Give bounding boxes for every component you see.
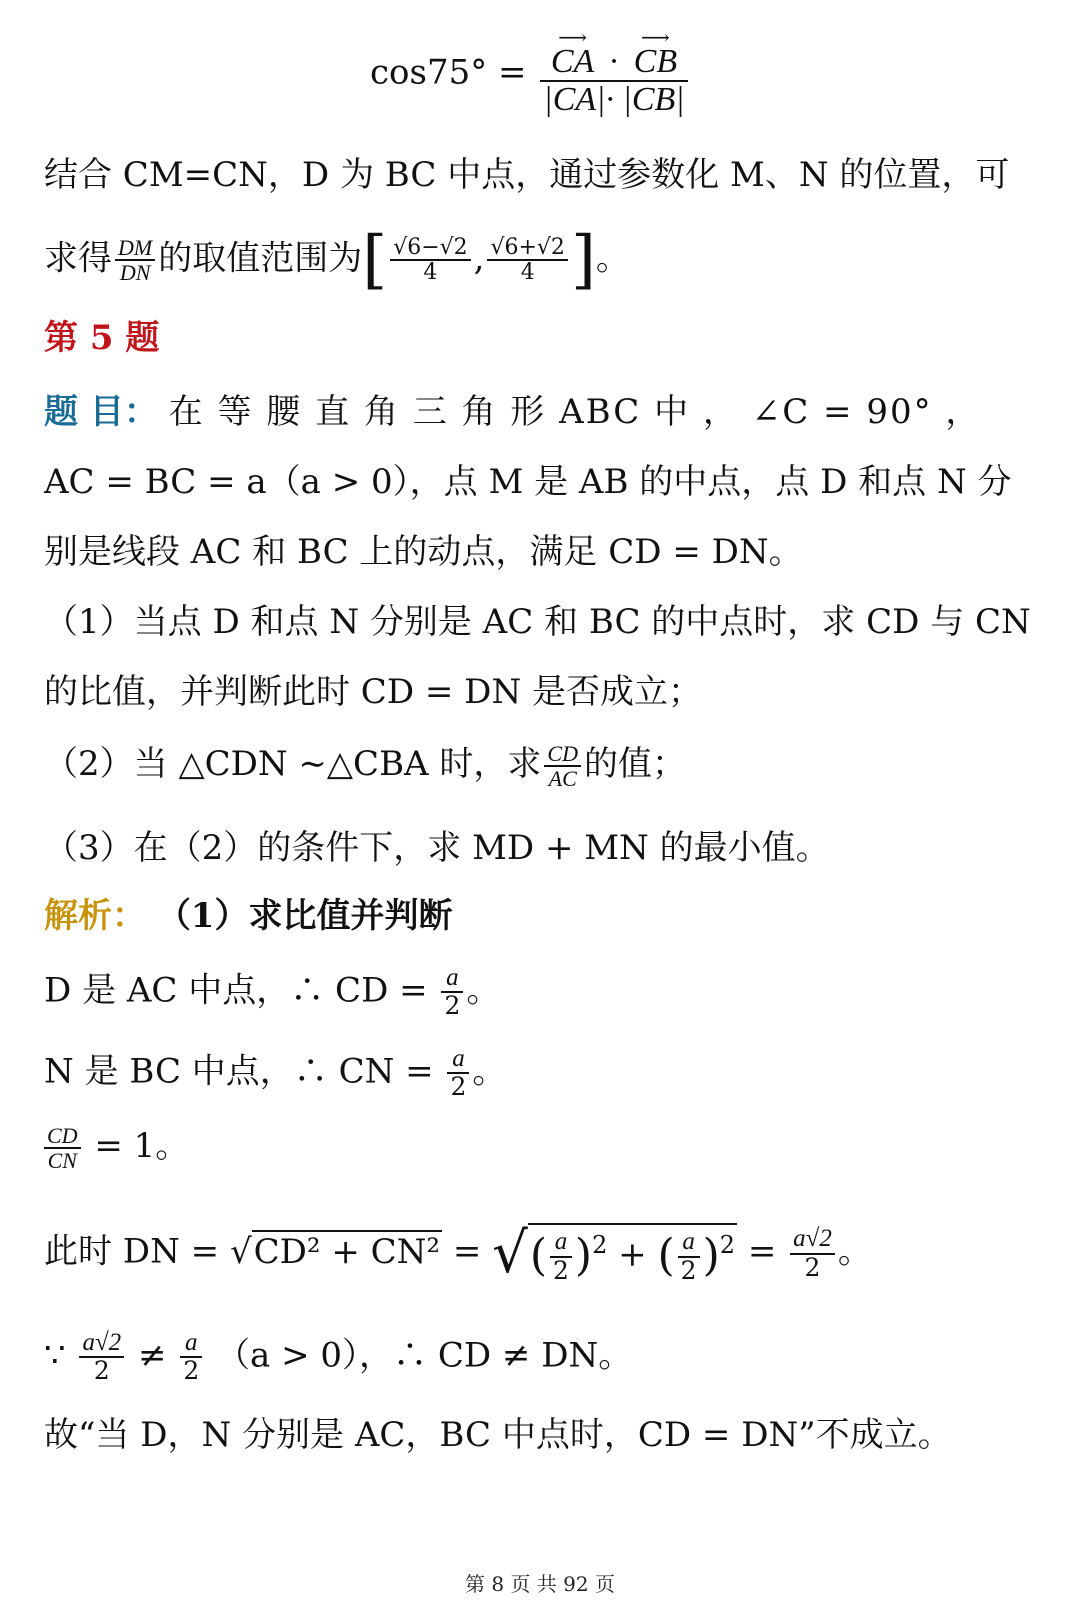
denominator: 2: [183, 1356, 200, 1386]
lower-bound-fraction: [390, 236, 470, 284]
denominator: 4: [520, 260, 535, 286]
cd-cn-fraction: [44, 1124, 81, 1172]
plus: +: [618, 1234, 647, 1275]
left-paren: (: [529, 1230, 547, 1282]
left-paren: (: [657, 1230, 675, 1282]
question-1-line2: 的比值，并判断此时 CD = DN 是否成立；: [44, 672, 703, 712]
text: （a > 0），∴ CD ≠ DN。: [216, 1335, 633, 1376]
numerator: a: [447, 1046, 469, 1074]
problem-line2: AC = BC = a（a > 0），点 M 是 AB 的中点，点 D 和点 N 分: [44, 462, 1012, 502]
vector-arrow-icon: ⟶: [641, 27, 670, 49]
a-over-2-fraction: [180, 1330, 202, 1385]
solution-conclusion: 故“当 D，N 分别是 AC，BC 中点时，CD = DN”不成立。: [44, 1415, 952, 1455]
numerator: CD: [44, 1124, 81, 1149]
text: 求得: [44, 238, 112, 279]
equals: =: [747, 1231, 777, 1272]
sqrt-icon: √: [229, 1231, 252, 1272]
numerator: a: [180, 1330, 202, 1358]
problem-text: 在 等 腰 直 角 三 角 形 ABC 中 ， ∠C = 90° ，: [168, 392, 982, 432]
numerator: CD: [544, 742, 581, 767]
result-fraction: [790, 1226, 835, 1281]
text: = 1。: [94, 1126, 190, 1167]
numerator: DM: [115, 236, 155, 261]
sqrt-icon: √: [492, 1221, 528, 1286]
a-root2-over-2-fraction: [79, 1330, 124, 1385]
sqrt-expression-2: [492, 1220, 737, 1287]
question-1-line1: （1）当点 D 和点 N 分别是 AC 和 BC 的中点时，求 CD 与 CN: [44, 602, 1031, 642]
numerator: a√2: [79, 1330, 124, 1358]
denominator: 2: [450, 1072, 467, 1102]
text: D 是 AC 中点，∴ CD =: [44, 970, 428, 1011]
numerator: a: [550, 1229, 572, 1257]
cos75-formula: [370, 27, 691, 118]
denominator: AC: [548, 766, 577, 792]
denominator: 4: [423, 260, 438, 286]
text: 的取值范围为: [158, 238, 363, 279]
solution-step-2: [44, 1046, 506, 1101]
numerator: a: [678, 1229, 700, 1257]
solution-step-5: [44, 1330, 632, 1385]
radicand: CD² + CN²: [253, 1231, 441, 1272]
vector-arrow-icon: ⟶: [558, 27, 587, 49]
denominator: 2: [804, 1252, 821, 1282]
text: 此时 DN =: [44, 1231, 220, 1272]
numerator: √6−√2: [390, 236, 470, 261]
a-over-2-fraction: [678, 1229, 700, 1284]
question-3: （3）在（2）的条件下，求 MD + MN 的最小值。: [44, 828, 830, 868]
a-over-2-fraction: [447, 1046, 469, 1101]
text: 的值；: [583, 744, 686, 785]
para1-line2: [44, 222, 630, 299]
dot-operator: ·: [608, 43, 620, 80]
right-paren: ): [702, 1230, 720, 1282]
problem-line3: 别是线段 AC 和 BC 上的动点，满足 CD = DN。: [44, 532, 803, 572]
solution-step-3: [44, 1124, 189, 1172]
right-paren: ): [574, 1230, 593, 1282]
numerator: a: [441, 965, 463, 993]
period: 。: [466, 970, 501, 1011]
denominator: 2: [93, 1356, 110, 1386]
text: （2）当 △CDN ∼△CBA 时，求: [44, 744, 542, 785]
dm-dn-fraction: [115, 236, 155, 284]
solution-step-4: [44, 1220, 872, 1287]
left-bracket: [: [362, 223, 388, 297]
denominator: 2: [553, 1255, 569, 1285]
comma: ,: [473, 238, 485, 279]
period: 。: [472, 1051, 507, 1092]
fraction-denominator: |CA|· |CB|: [543, 80, 685, 118]
fraction-numerator: [540, 27, 687, 82]
period: 。: [595, 238, 630, 279]
problem-line1: [44, 392, 981, 433]
cd-ac-fraction: [544, 742, 581, 790]
because-symbol: ∵: [44, 1335, 66, 1376]
denominator: CN: [47, 1148, 77, 1174]
problem-heading: 第 5 题: [44, 318, 160, 358]
solution-label: 解析：: [44, 896, 146, 936]
equals: =: [452, 1231, 482, 1272]
vector-ca: CA: [550, 43, 595, 80]
denominator: 2: [680, 1255, 697, 1285]
solution-subheading: （1）求比值并判断: [156, 896, 453, 936]
sqrt-expression: [230, 1232, 442, 1273]
solution-step-1: [44, 965, 500, 1020]
dot-product-fraction: [540, 27, 687, 118]
solution-heading: [44, 896, 452, 937]
exponent: 2: [719, 1231, 736, 1260]
vector-cb: CB: [633, 43, 678, 80]
exponent: 2: [592, 1231, 608, 1260]
problem-label: 题 目：: [44, 392, 158, 432]
numerator: a√2: [790, 1226, 835, 1254]
period: 。: [837, 1231, 872, 1272]
upper-bound-fraction: [487, 236, 567, 284]
question-2: [44, 742, 686, 790]
text: N 是 BC 中点，∴ CN =: [44, 1051, 434, 1092]
formula-eq: =: [498, 52, 527, 93]
a-over-2-fraction: [550, 1229, 572, 1284]
denominator: DN: [119, 260, 151, 286]
not-equal: ≠: [138, 1335, 167, 1376]
right-bracket: ]: [570, 223, 596, 297]
para1-line1: 结合 CM=CN，D 为 BC 中点，通过参数化 M、N 的位置，可: [44, 155, 1010, 195]
formula-lhs: cos75°: [370, 52, 488, 93]
page-footer: 第 8 页 共 92 页: [465, 1572, 615, 1596]
numerator: √6+√2: [487, 236, 567, 261]
radicand: [528, 1223, 737, 1284]
a-over-2-fraction: [441, 965, 463, 1020]
denominator: 2: [444, 991, 461, 1021]
